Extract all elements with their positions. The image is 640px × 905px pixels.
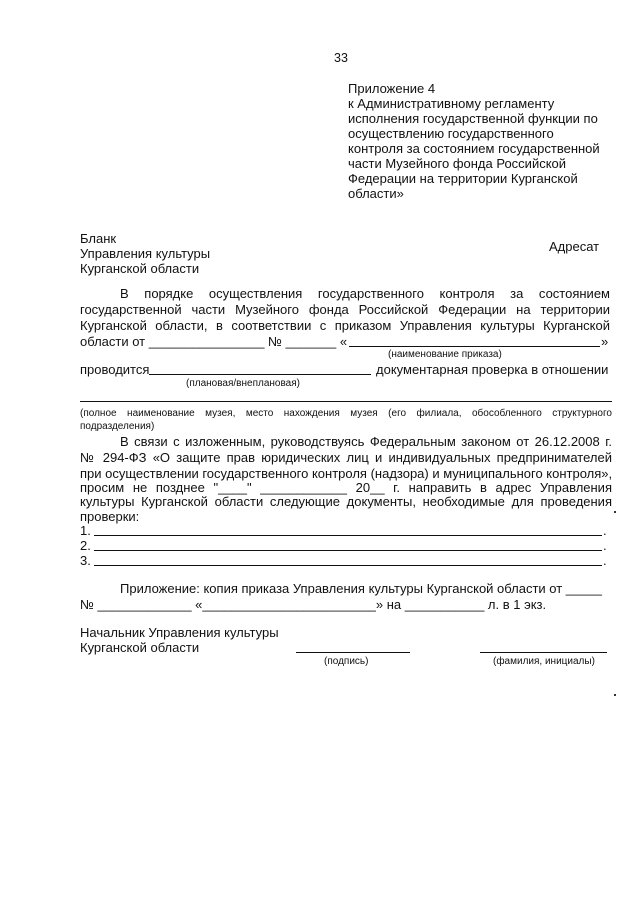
addressee-label: Адресат xyxy=(549,239,600,254)
signer-name-field[interactable] xyxy=(480,652,607,653)
attachment-line1: Приложение: копия приказа Управления культуры Курганской области от _____ xyxy=(120,581,602,596)
appendix-line: к Административному регламенту xyxy=(348,96,555,111)
scan-speck xyxy=(614,694,616,696)
caption-signature: (подпись) xyxy=(324,656,369,667)
caption-museum-name: (полное наименование музея, место нахождения музея (его филиала, обособленного структурного подразделения) xyxy=(80,408,612,432)
caption-signer-name: (фамилия, инициалы) xyxy=(493,656,595,667)
appendix-line: части Музейного фонда Российской xyxy=(348,156,567,171)
para1-line5-end: документарная проверка в отношении xyxy=(376,362,609,377)
signer-position-line2: Курганской области xyxy=(80,640,200,655)
para2-line6: проверки: xyxy=(80,509,140,524)
para1-line1: В порядке осуществления государственного контроля за состоянием xyxy=(120,286,610,301)
attachment-line2: № _____________ «________________________» на ___________ л. в 1 экз. xyxy=(80,597,547,612)
appendix-line: осуществлению государственного xyxy=(348,126,554,141)
para1-line4-end: » xyxy=(601,334,609,349)
para1-line2: государственной части Музейного фонда Российской Федерации на территории xyxy=(80,302,610,317)
appendix-line: Федерации на территории Курганской xyxy=(348,171,578,186)
list-item-end: . xyxy=(603,538,607,553)
caption-inspection-type: (плановая/внеплановая) xyxy=(186,378,300,389)
list-item-end: . xyxy=(603,523,607,538)
letterhead-region: Курганской области xyxy=(80,261,200,276)
para1-line5-start: проводится xyxy=(80,362,150,377)
para2-line5: культуры Курганской области следующие документы, необходимые для проведения xyxy=(80,494,612,509)
letterhead-org: Управления культуры xyxy=(80,246,211,261)
para1-line4-start: области от ________________ № _______ « xyxy=(80,334,348,349)
page-number: 33 xyxy=(334,51,348,65)
order-title-field[interactable] xyxy=(349,346,600,347)
list-item-field[interactable] xyxy=(94,535,602,536)
list-item-end: . xyxy=(603,553,607,568)
appendix-line: контроля за состоянием государственной xyxy=(348,141,600,156)
caption-order-name: (наименование приказа) xyxy=(388,349,502,360)
inspection-type-field[interactable] xyxy=(149,374,371,375)
appendix-line: исполнения государственной функции по xyxy=(348,111,598,126)
list-item-field[interactable] xyxy=(94,550,602,551)
para2-line3: при осуществлении государственного контроля (надзора) и муниципального контроля», xyxy=(80,466,613,481)
appendix-title: Приложение 4 xyxy=(348,81,436,96)
para2-line2: № 294-ФЗ «О защите прав юридических лиц и индивидуальных предпринимателей xyxy=(80,450,612,465)
list-item-number: 3. xyxy=(80,553,91,568)
para2-line1: В связи с изложенным, руководствуясь Федеральным законом от 26.12.2008 г. xyxy=(120,434,612,449)
para1-line3: Курганской области, в соответствии с приказом Управления культуры Курганской xyxy=(80,318,610,333)
museum-name-field[interactable] xyxy=(80,401,612,402)
list-item-number: 2. xyxy=(80,538,91,553)
scan-speck xyxy=(614,511,616,513)
para2-line4: просим не позднее "____" ____________ 20__ г. направить в адрес Управления xyxy=(80,480,612,495)
signer-position-line1: Начальник Управления культуры xyxy=(80,625,279,640)
list-item-field[interactable] xyxy=(94,565,602,566)
list-item-number: 1. xyxy=(80,523,91,538)
signature-field[interactable] xyxy=(296,652,410,653)
appendix-line: области» xyxy=(348,186,404,201)
letterhead-blank: Бланк xyxy=(80,231,117,246)
